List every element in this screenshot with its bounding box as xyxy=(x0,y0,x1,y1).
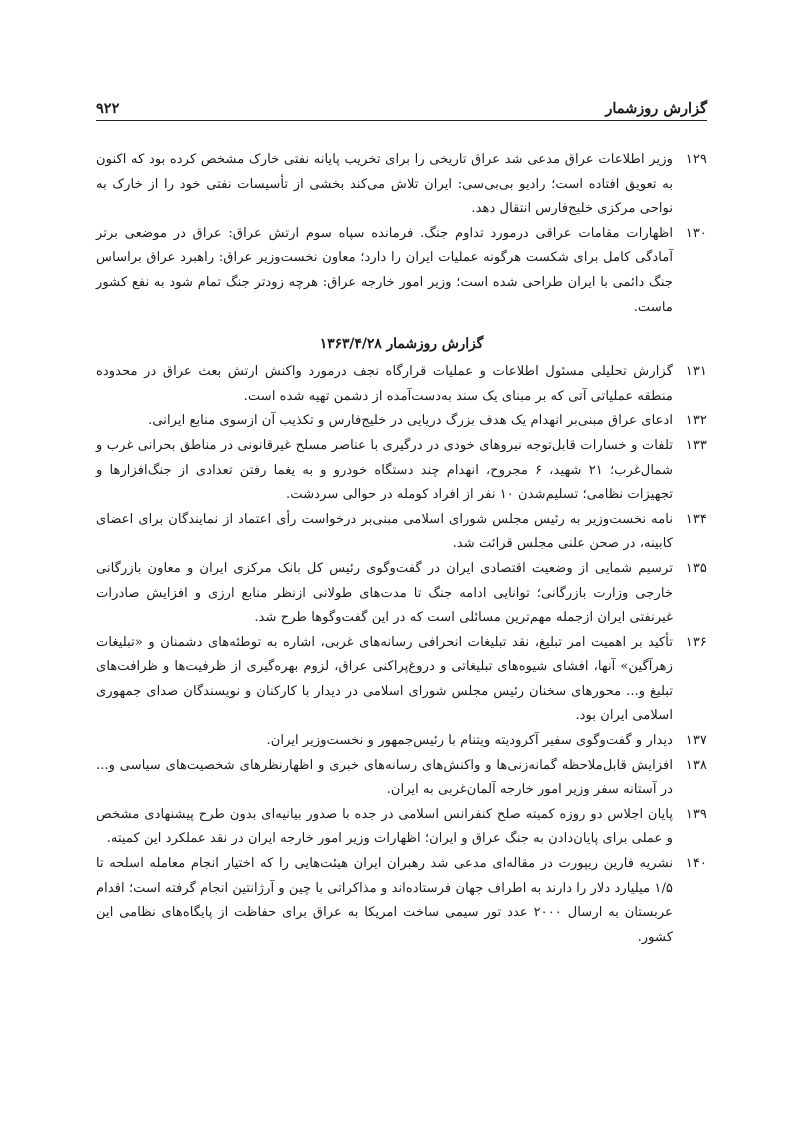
item-number: ۱۳۴ xyxy=(685,511,707,527)
item-text: وزیر اطلاعات عراق مدعی شد عراق تاریخی را برای تخریب پایانه نفتی خارک مشخص کرده بود که اکنون به تعویق افتاده است؛ رادیو بی‌بی‌سی: ایران تلاش می‌کند بخشی از تأسیسات نفتی خود را از خارک به نواحی مرکزی خلیج‌فارس انتقال دهد. xyxy=(96,152,673,217)
item-number: ۱۳۳ xyxy=(685,437,707,453)
section-heading: گزارش روزشمار ۱۳۶۳/۴/۲۸ xyxy=(319,336,484,353)
report-item xyxy=(96,729,707,754)
item-number: ۱۳۹ xyxy=(685,806,707,822)
report-item xyxy=(96,508,707,557)
running-header-title: گزارش روزشمار xyxy=(605,100,707,117)
item-number: ۱۳۷ xyxy=(685,733,707,749)
item-number: ۱۳۲ xyxy=(685,413,707,429)
report-item xyxy=(96,360,707,409)
item-text: گزارش تحلیلی مسئول اطلاعات و عملیات قرارگاه نجف درمورد واکنش ارتش بعث عراق در محدوده منطقه عملیاتی آتی که بر مبنای یک سند به‌دست‌آمده از دشمن تهیه شده است. xyxy=(96,364,673,404)
item-number: ۱۳۸ xyxy=(685,757,707,773)
item-text: ترسیم شمایی از وضعیت اقتصادی ایران در گفت‌وگوی رئیس کل بانک مرکزی ایران و معاون بازرگانی خارجی وزارت بازرگانی؛ توانایی ادامه جنگ تا مدت‌های طولانی ازنظر منابع ارزی و افزایش صادرات غیرنفتی ایران ازجمله مهم‌ترین مسائلی است که در این گفت‌وگوها طرح شد. xyxy=(96,560,673,626)
report-item xyxy=(96,631,707,729)
item-number: ۱۲۹ xyxy=(685,152,707,167)
report-item xyxy=(96,434,707,508)
report-item xyxy=(96,222,707,320)
item-text: اظهارات مقامات عراقی درمورد تداوم جنگ. فرمانده سپاه سوم ارتش عراق: عراق در موضعی برتر آمادگی کامل برای شکست هرگونه عملیات ایران را دارد؛ معاون نخست‌وزیر عراق: راهبرد عراق براساس جنگ دائمی با ایران طراحی شده است؛ وزیر امور خارجه عراق: هرچه زودتر جنگ تمام شود به نفع کشور ماست. xyxy=(96,225,673,315)
report-item xyxy=(96,754,707,803)
report-body xyxy=(96,148,707,950)
page-number: ۹۲۲ xyxy=(96,100,120,117)
header-rule xyxy=(96,120,707,121)
item-text: نشریه فارین ریپورت در مقاله‌ای مدعی شد رهبران ایران هیئت‌هایی را که اختیار انجام معامله اسلحه تا ۱/۵ میلیارد دلار را دارند به اطراف جهان فرستاده‌اند و مذاکراتی با چین و آرژانتین انجام گرفته است؛ اقدام عربستان به ارسال ۲۰۰۰ عدد تور سیمی ساخت امریکا به عراق برای حفاظت از پایگاه‌های نظامی این کشور. xyxy=(96,856,673,945)
item-number: ۱۳۵ xyxy=(685,560,707,576)
running-header xyxy=(96,89,707,117)
item-text: پایان اجلاس دو روزه کمیته صلح کنفرانس اسلامی در جده با صدور بیانیه‌ای بدون طرح پیشنهادی مشخص و عملی برای پایان‌دادن به جنگ عراق و ایران؛ اظهارات وزیر امور خارجه ایران در نقد عملکرد این کمیته. xyxy=(96,806,673,847)
item-text: نامه نخست‌وزیر به رئیس مجلس شورای اسلامی مبنی‌بر درخواست رأی اعتماد از نمایندگان برای اعضای کابینه، در صحن علنی مجلس قرائت شد. xyxy=(96,511,673,552)
item-number: ۱۴۰ xyxy=(685,856,707,872)
item-text: تلفات و خسارات قابل‌توجه نیروهای خودی در درگیری با عناصر مسلح غیرقانونی در مناطق بحرانی غرب و شمال‌غرب؛ ۲۱ شهید، ۶ مجروح، انهدام چند دستگاه خودرو و به یغما رفتن تعدادی از جنگ‌افزارها و تجهیزات نظامی؛ تسلیم‌شدن ۱۰ نفر از افراد کومله در حوالی سردشت. xyxy=(96,437,674,503)
report-item xyxy=(96,852,707,950)
item-number: ۱۳۶ xyxy=(685,634,707,650)
item-text: افزایش قابل‌ملاحظه گمانه‌زنی‌ها و واکنش‌های رسانه‌های خبری و اظهارنظرهای شخصیت‌های سیاسی و... در آستانه سفر وزیر امور خارجه آلمان‌غربی به ایران. xyxy=(96,757,673,798)
report-item xyxy=(96,557,707,631)
item-text: تأکید بر اهمیت امر تبلیغ، نقد تبلیغات انحرافی رسانه‌های غربی، اشاره به توطئه‌های دشمنان و «تبلیغات زهرآگین» آنها، افشای شیوه‌های تبلیغاتی و دروغ‌پراکنی عراق، لزوم بهره‌گیری از ظرفیت‌ها و ظرافت‌های تبلیغ و... محورهای سخنان رئیس مجلس شورای اسلامی در دیدار با کارکنان و نویسندگان صدای جمهوری اسلامی ایران بود. xyxy=(96,634,673,724)
report-item xyxy=(96,803,707,852)
report-item xyxy=(96,409,707,434)
item-number: ۱۳۱ xyxy=(685,364,707,380)
item-text: دیدار و گفت‌وگوی سفیر آکرودیته ویتنام با رئیس‌جمهور و نخست‌وزیر ایران. xyxy=(266,733,673,749)
report-item xyxy=(96,148,707,222)
item-number: ۱۳۰ xyxy=(685,225,707,241)
item-text: ادعای عراق مبنی‌بر انهدام یک هدف بزرگ دریایی در خلیج‌فارس و تکذیب آن ازسوی منابع ایرانی. xyxy=(148,413,673,429)
